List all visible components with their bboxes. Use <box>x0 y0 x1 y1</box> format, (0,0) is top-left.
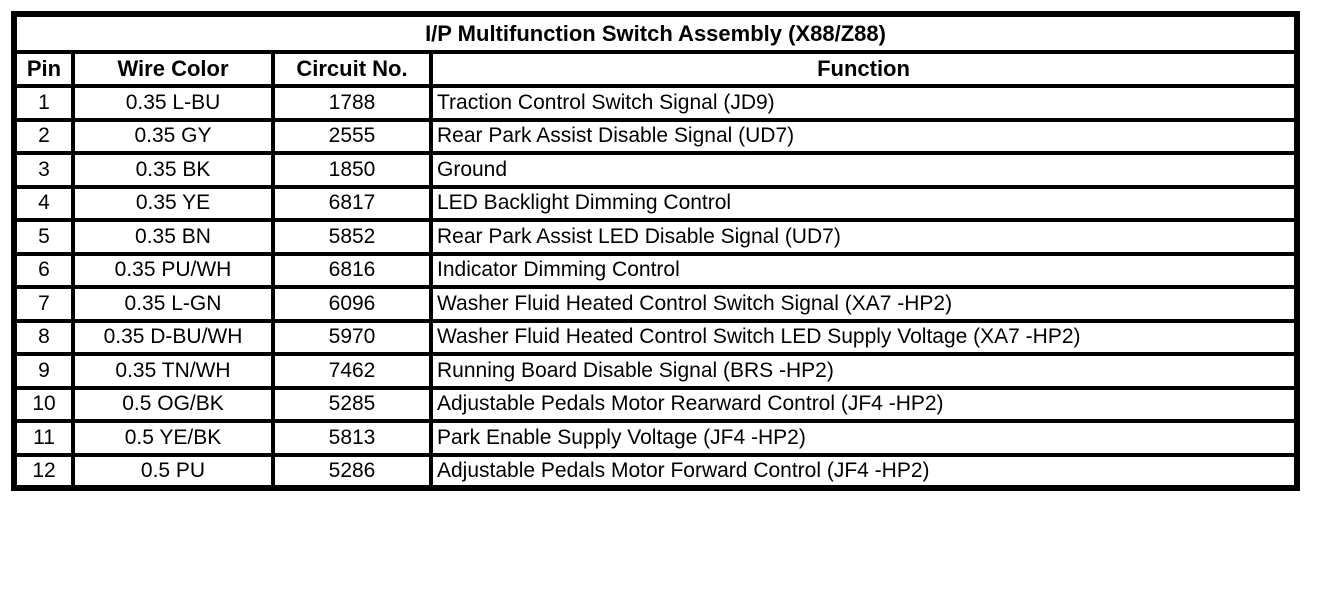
column-header-function: Function <box>431 52 1297 86</box>
wire-color-cell: 0.35 YE <box>73 187 273 221</box>
table-row <box>14 321 1297 355</box>
circuit-no-cell: 5286 <box>273 455 431 489</box>
pin-cell: 8 <box>14 321 73 355</box>
table-row <box>14 354 1297 388</box>
circuit-no-cell: 6096 <box>273 287 431 321</box>
function-cell: Adjustable Pedals Motor Forward Control (JF4 -HP2) <box>431 455 1297 489</box>
pinout-table <box>11 11 1300 491</box>
wire-color-cell: 0.5 YE/BK <box>73 421 273 455</box>
title-row <box>14 14 1297 52</box>
circuit-no-cell: 5813 <box>273 421 431 455</box>
circuit-no-cell: 1850 <box>273 153 431 187</box>
table-row <box>14 220 1297 254</box>
function-cell: Running Board Disable Signal (BRS -HP2) <box>431 354 1297 388</box>
pin-cell: 3 <box>14 153 73 187</box>
function-cell: LED Backlight Dimming Control <box>431 187 1297 221</box>
table-row <box>14 153 1297 187</box>
function-cell: Rear Park Assist Disable Signal (UD7) <box>431 120 1297 154</box>
wire-color-cell: 0.35 L-BU <box>73 86 273 120</box>
table-row <box>14 287 1297 321</box>
column-header-wire-color: Wire Color <box>73 52 273 86</box>
pin-cell: 12 <box>14 455 73 489</box>
wire-color-cell: 0.35 GY <box>73 120 273 154</box>
circuit-no-cell: 5285 <box>273 388 431 422</box>
pin-cell: 11 <box>14 421 73 455</box>
wire-color-cell: 0.35 BK <box>73 153 273 187</box>
wire-color-cell: 0.35 L-GN <box>73 287 273 321</box>
table-title: I/P Multifunction Switch Assembly (X88/Z88) <box>14 14 1297 52</box>
function-cell: Traction Control Switch Signal (JD9) <box>431 86 1297 120</box>
pin-cell: 5 <box>14 220 73 254</box>
wire-color-cell: 0.35 D-BU/WH <box>73 321 273 355</box>
function-cell: Park Enable Supply Voltage (JF4 -HP2) <box>431 421 1297 455</box>
function-cell: Adjustable Pedals Motor Rearward Control (JF4 -HP2) <box>431 388 1297 422</box>
pin-cell: 1 <box>14 86 73 120</box>
circuit-no-cell: 6817 <box>273 187 431 221</box>
table-row <box>14 421 1297 455</box>
function-cell: Rear Park Assist LED Disable Signal (UD7) <box>431 220 1297 254</box>
table-row <box>14 254 1297 288</box>
wire-color-cell: 0.35 PU/WH <box>73 254 273 288</box>
circuit-no-cell: 5852 <box>273 220 431 254</box>
table-row <box>14 86 1297 120</box>
pin-cell: 9 <box>14 354 73 388</box>
column-header-circuit-no: Circuit No. <box>273 52 431 86</box>
pin-cell: 2 <box>14 120 73 154</box>
pin-cell: 6 <box>14 254 73 288</box>
wire-color-cell: 0.35 TN/WH <box>73 354 273 388</box>
column-header-row <box>14 52 1297 86</box>
pin-cell: 7 <box>14 287 73 321</box>
table-row <box>14 187 1297 221</box>
pin-cell: 4 <box>14 187 73 221</box>
circuit-no-cell: 7462 <box>273 354 431 388</box>
pin-cell: 10 <box>14 388 73 422</box>
column-header-pin: Pin <box>14 52 73 86</box>
circuit-no-cell: 1788 <box>273 86 431 120</box>
function-cell: Washer Fluid Heated Control Switch LED Supply Voltage (XA7 -HP2) <box>431 321 1297 355</box>
table-row <box>14 455 1297 489</box>
circuit-no-cell: 5970 <box>273 321 431 355</box>
wire-color-cell: 0.5 PU <box>73 455 273 489</box>
circuit-no-cell: 2555 <box>273 120 431 154</box>
table-row <box>14 388 1297 422</box>
function-cell: Ground <box>431 153 1297 187</box>
wire-color-cell: 0.5 OG/BK <box>73 388 273 422</box>
wire-color-cell: 0.35 BN <box>73 220 273 254</box>
function-cell: Indicator Dimming Control <box>431 254 1297 288</box>
circuit-no-cell: 6816 <box>273 254 431 288</box>
function-cell: Washer Fluid Heated Control Switch Signal (XA7 -HP2) <box>431 287 1297 321</box>
table-row <box>14 120 1297 154</box>
